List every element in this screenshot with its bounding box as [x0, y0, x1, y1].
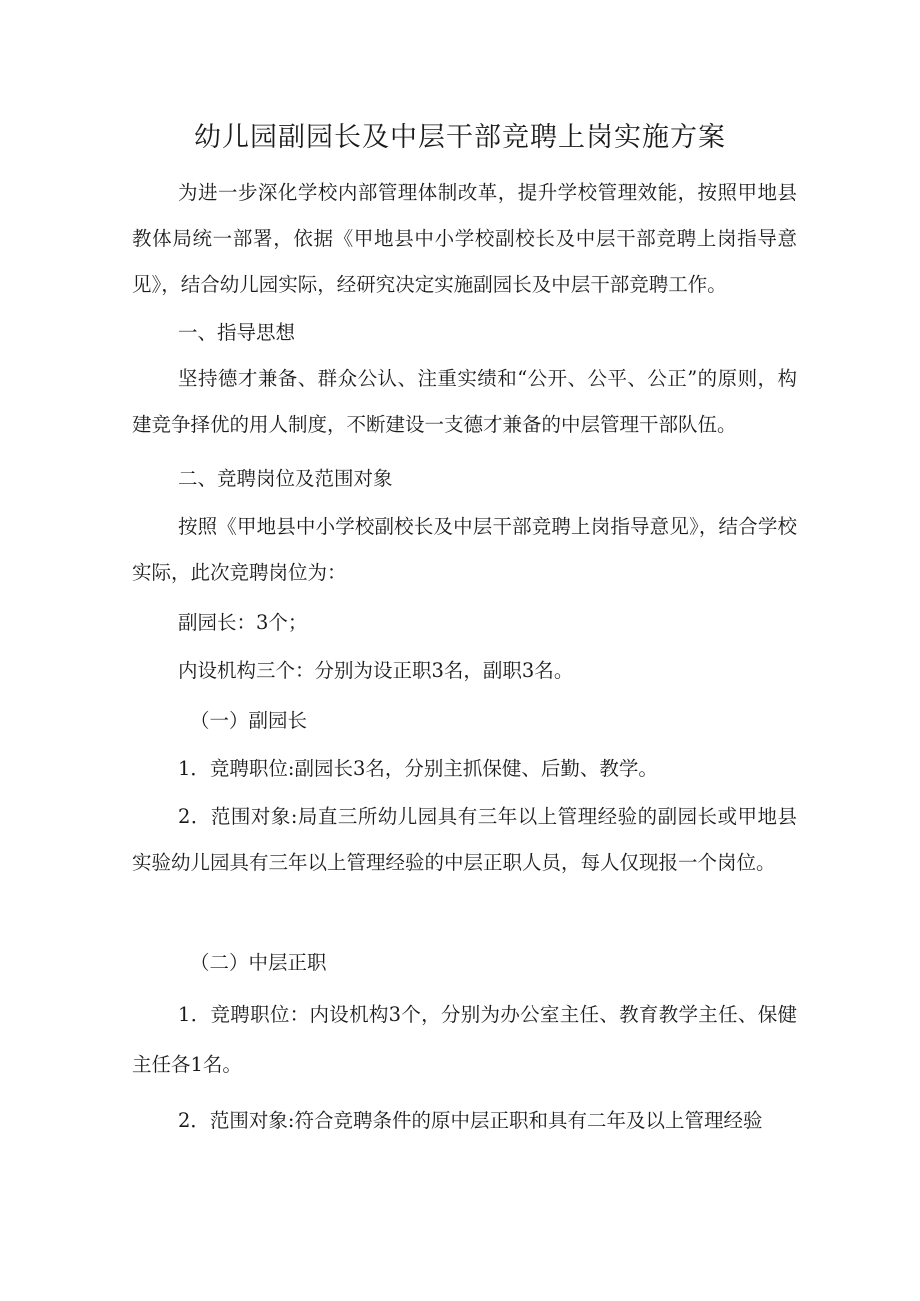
section1-heading: 一、指导思想: [178, 321, 296, 344]
sub1-heading: （一）副园长: [190, 709, 308, 732]
section1-paragraph: 坚持德才兼备、群众公认、注重实绩和“公开、公平、公正”的原则，构建竞争择优的用人制度，不断建设一支德才兼备的中层管理干部队伍。: [132, 367, 797, 436]
sub2-item1: 1．竞聘职位：内设机构3个，分别为办公室主任、教育教学主任、保健主任各1名。: [132, 1003, 797, 1076]
section2-heading: 二、竞聘岗位及范围对象: [178, 467, 393, 490]
sub1-item2: 2．范围对象:局直三所幼儿园具有三年以上管理经验的副园长或甲地县实验幼儿园具有三年以上管理经验的中层正职人员，每人仅现报一个岗位。: [132, 805, 797, 874]
post-internal: 内设机构三个：分别为设正职3名，副职3名。: [178, 659, 574, 682]
sub1-item1: 1．竞聘职位:副园长3名，分别主抓保健、后勤、教学。: [178, 757, 658, 780]
sub2-heading: （二）中层正职: [190, 951, 327, 974]
document-title: 幼儿园副园长及中层干部竞聘上岗实施方案: [194, 122, 726, 153]
sub2-item2: 2．范围对象:符合竞聘条件的原中层正职和具有二年及以上管理经验: [178, 1109, 763, 1132]
intro-paragraph: 为进一步深化学校内部管理体制改革，提升学校管理效能，按照甲地县教体局统一部署，依据《甲地县中小学校副校长及中层干部竞聘上岗指导意见》，结合幼儿园实际，经研究决定实施副园长及中层干部竞聘工作。: [132, 181, 797, 296]
section2-paragraph: 按照《甲地县中小学校副校长及中层干部竞聘上岗指导意见》，结合学校实际，此次竞聘岗位为：: [132, 515, 797, 584]
post-vice-principal: 副园长：3个；: [178, 611, 308, 634]
